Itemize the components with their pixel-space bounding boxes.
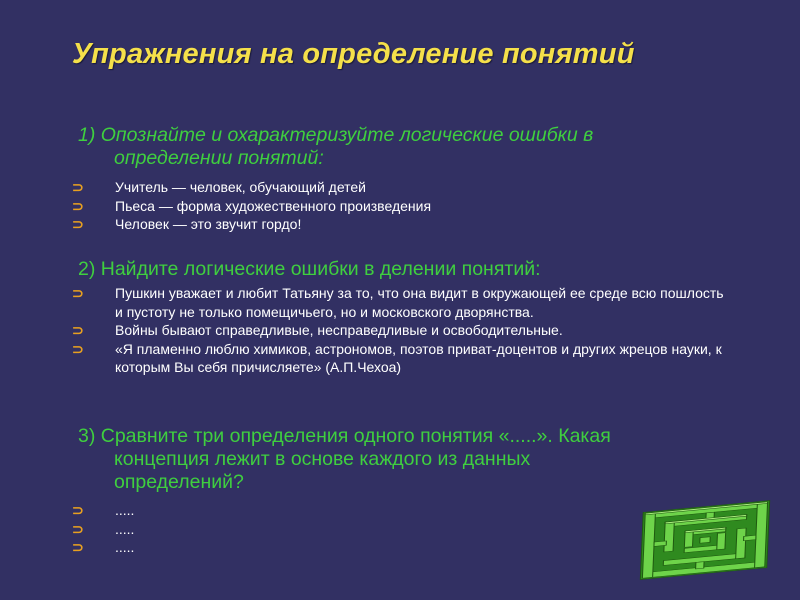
bullet-arrow-icon: ⊃ — [72, 285, 84, 301]
list-item: ⊃ Войны бывают справедливые, несправедливые и освободительные. — [72, 322, 563, 338]
section-1-list — [72, 178, 732, 234]
bullet-arrow-icon: ⊃ — [72, 322, 84, 338]
bullet-arrow-icon: ⊃ — [72, 179, 84, 195]
section-1-heading-line-2: определении понятий: — [114, 147, 324, 169]
bullet-arrow-icon: ⊃ — [72, 340, 84, 357]
bullet-arrow-icon: ⊃ — [72, 539, 84, 555]
bullet-arrow-icon: ⊃ — [72, 197, 84, 214]
list-item: ⊃ Пьеса — форма художественного произведения — [72, 197, 432, 214]
list-item: ⊃ Человек — это звучит гордо! — [72, 216, 302, 232]
section-3-heading-line-2: концепция лежит в основе каждого из данных — [114, 448, 531, 470]
list-item: ⊃ Учитель — человек, обучающий детей — [72, 179, 367, 195]
list-item: ⊃ ..... — [72, 502, 135, 518]
bullet-arrow-icon: ⊃ — [72, 216, 84, 232]
bullet-arrow-icon: ⊃ — [72, 502, 84, 518]
section-2-list — [72, 284, 732, 377]
section-1-heading — [78, 124, 738, 170]
section-3-heading-line-1: 3) Сравните три определения одного понятия «.....». Какая — [78, 425, 611, 447]
section-2-heading — [78, 258, 738, 281]
list-item: ⊃ Пушкин уважает и любит Татьяну за то, что она видит в окружающей ее среде всю пошлость и пустоту не только помещичьего, но и московского дворянства. — [72, 285, 724, 320]
slide-title: Упражнения на определение понятий — [72, 38, 635, 70]
bullet-arrow-icon: ⊃ — [72, 520, 84, 537]
green-maze-icon — [630, 495, 780, 585]
list-item: ⊃ ..... — [72, 539, 135, 555]
section-3-heading-line-3: определений? — [114, 471, 244, 493]
section-2-heading-line-1: 2) Найдите логические ошибки в делении понятий: — [78, 258, 541, 280]
list-item: ⊃ «Я пламенно люблю химиков, астрономов, поэтов приват-доцентов и других жрецов науки, к которым Вы себя причисляете» (А.П.Чехоа) — [72, 340, 722, 375]
list-item: ⊃ ..... — [72, 520, 135, 537]
section-1-heading-line-1: 1) Опознайте и охарактеризуйте логические ошибки в — [78, 124, 594, 146]
section-3-heading — [78, 425, 738, 494]
